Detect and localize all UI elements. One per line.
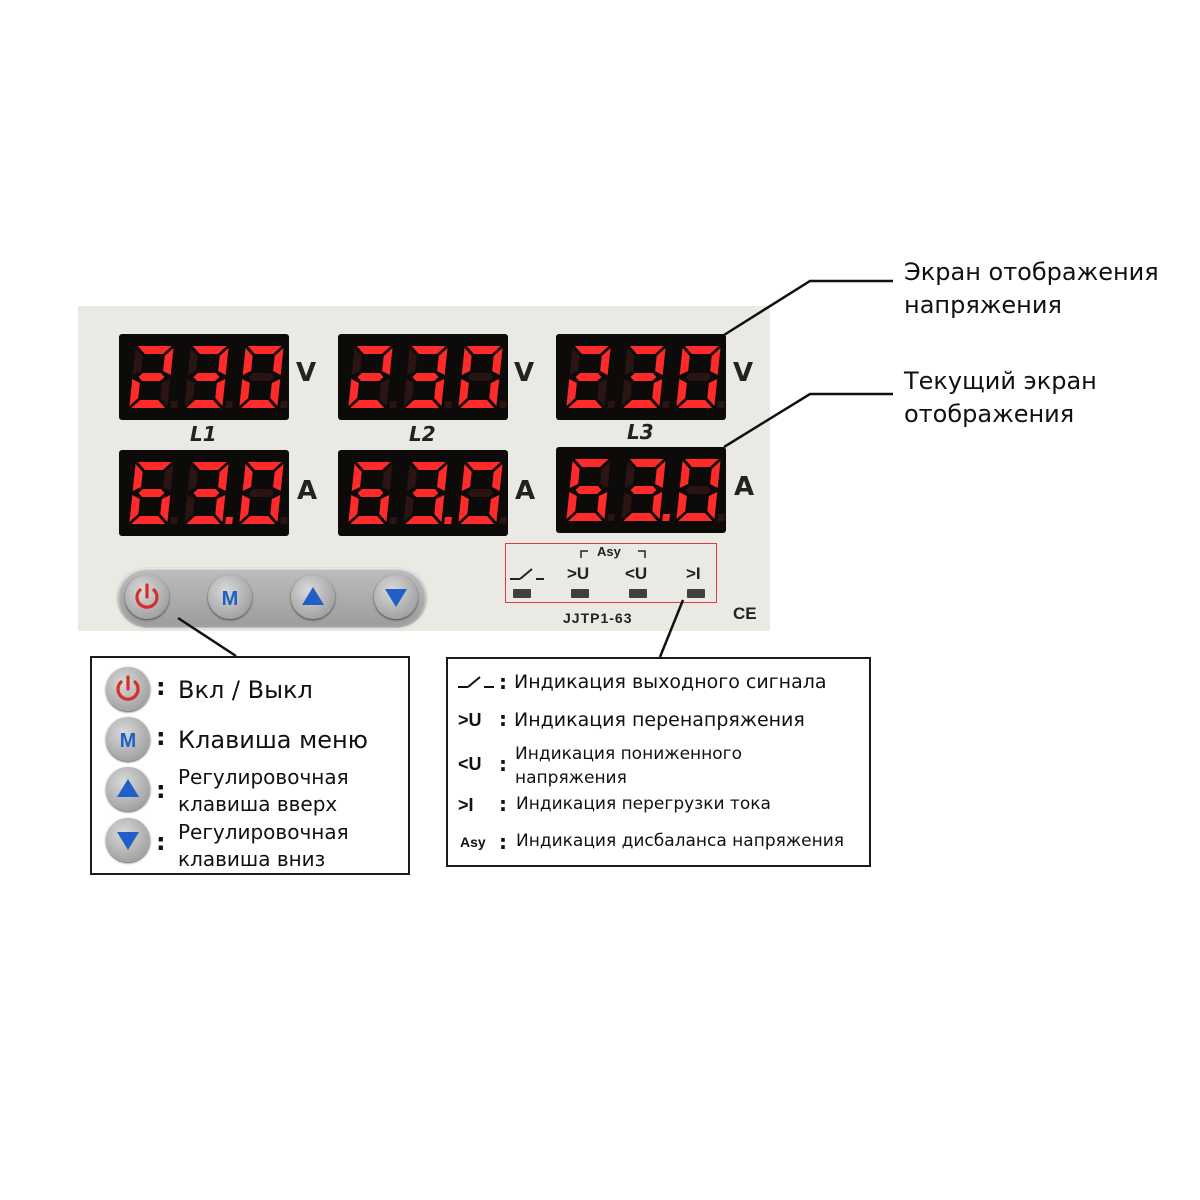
decimal-point bbox=[389, 517, 397, 524]
voltage-display-l1 bbox=[119, 334, 289, 420]
segment-f bbox=[407, 464, 418, 491]
segment-a bbox=[137, 462, 172, 470]
segment-c bbox=[706, 492, 717, 519]
legend-colon: : bbox=[499, 707, 507, 731]
phase-label-l1: L1 bbox=[190, 422, 217, 446]
asy-label: Asy bbox=[597, 544, 621, 559]
segment-c bbox=[378, 495, 389, 522]
segment-a bbox=[466, 462, 501, 470]
current-display-l2 bbox=[338, 450, 508, 536]
voltage-display-l3 bbox=[556, 334, 726, 420]
legend-under-symbol: <U bbox=[458, 754, 482, 774]
segment-c bbox=[214, 495, 225, 522]
legend-menu-icon bbox=[106, 717, 150, 761]
segment-a bbox=[411, 346, 446, 354]
segment-c bbox=[596, 379, 607, 406]
callout-current-line2: отображения bbox=[904, 400, 1075, 428]
segment-f bbox=[352, 348, 363, 375]
segment-a bbox=[356, 346, 391, 354]
segment-g bbox=[630, 373, 657, 381]
current-unit-l1: A bbox=[297, 476, 318, 506]
segment-c bbox=[159, 495, 170, 522]
legend-colon: : bbox=[499, 830, 507, 854]
legend-up-label bbox=[178, 764, 349, 818]
current-unit-l2: A bbox=[515, 476, 536, 506]
legend-over-label: Индикация перенапряжения bbox=[514, 709, 805, 731]
segment-f bbox=[133, 348, 144, 375]
legend-colon: : bbox=[156, 723, 166, 751]
legend-menu-label: Клавиша меню bbox=[178, 726, 368, 754]
legend-under-line1: Индикация пониженного bbox=[515, 744, 742, 764]
segment-c bbox=[433, 379, 444, 406]
decimal-point bbox=[717, 514, 725, 521]
segment-g bbox=[357, 373, 384, 381]
segment-a bbox=[247, 462, 282, 470]
decimal-point bbox=[225, 517, 233, 524]
segment-d bbox=[460, 516, 495, 524]
legend-up-line2: клавиша вверх bbox=[178, 792, 338, 816]
segment-f bbox=[188, 348, 199, 375]
decimal-point bbox=[444, 401, 452, 408]
legend-colon: : bbox=[156, 673, 166, 701]
segment-c bbox=[651, 492, 662, 519]
segment-c bbox=[159, 379, 170, 406]
decimal-point bbox=[280, 401, 288, 408]
led-under-voltage bbox=[629, 589, 647, 598]
legend-switch-icon bbox=[456, 674, 496, 692]
segment-f bbox=[243, 348, 254, 375]
segment-g bbox=[193, 489, 220, 497]
segment-g bbox=[685, 373, 712, 381]
voltage-unit-l3: V bbox=[733, 358, 754, 388]
segment-g bbox=[575, 373, 602, 381]
svg-text:M: M bbox=[221, 588, 239, 610]
current-display-l3 bbox=[556, 447, 726, 533]
power-button[interactable] bbox=[125, 575, 169, 619]
segment-g bbox=[412, 489, 439, 497]
legend-colon: : bbox=[499, 752, 507, 776]
callout-voltage-screen bbox=[904, 256, 1159, 322]
current-unit-l3: A bbox=[734, 472, 755, 502]
segment-d bbox=[405, 400, 440, 408]
segment-a bbox=[192, 346, 227, 354]
decimal-point bbox=[280, 517, 288, 524]
legend-colon: : bbox=[156, 776, 166, 804]
segment-g bbox=[248, 489, 275, 497]
segment-a bbox=[684, 346, 719, 354]
down-arrow-icon bbox=[374, 575, 418, 619]
decimal-point bbox=[389, 401, 397, 408]
segment-c bbox=[596, 492, 607, 519]
segment-f bbox=[570, 348, 581, 375]
segment-d bbox=[131, 516, 166, 524]
segment-d bbox=[678, 513, 713, 521]
segment-d bbox=[623, 513, 658, 521]
legend-up-line1: Регулировочная bbox=[178, 765, 349, 789]
menu-button[interactable] bbox=[208, 575, 252, 619]
segment-g bbox=[248, 373, 275, 381]
decimal-point bbox=[717, 401, 725, 408]
voltage-unit-l1: V bbox=[296, 358, 317, 388]
menu-icon bbox=[208, 575, 252, 619]
legend-output-label: Индикация выходного сигнала bbox=[514, 671, 827, 693]
segment-d bbox=[678, 400, 713, 408]
legend-asy-symbol: Asy bbox=[460, 834, 486, 850]
segment-a bbox=[629, 459, 664, 467]
segment-d bbox=[186, 400, 221, 408]
segment-g bbox=[412, 373, 439, 381]
decimal-point bbox=[607, 401, 615, 408]
segment-g bbox=[575, 486, 602, 494]
decimal-point bbox=[225, 401, 233, 408]
segment-d bbox=[186, 516, 221, 524]
legend-asy-label: Индикация дисбаланса напряжения bbox=[516, 831, 845, 851]
legend-colon: : bbox=[499, 670, 507, 694]
segment-f bbox=[462, 464, 473, 491]
voltage-unit-l2: V bbox=[514, 358, 535, 388]
decimal-point bbox=[662, 514, 670, 521]
segment-d bbox=[460, 400, 495, 408]
segment-a bbox=[684, 459, 719, 467]
segment-f bbox=[407, 348, 418, 375]
indicator-over-current: >I bbox=[686, 564, 701, 583]
segment-d bbox=[241, 400, 276, 408]
segment-c bbox=[433, 495, 444, 522]
up-button[interactable] bbox=[291, 575, 335, 619]
segment-c bbox=[269, 495, 280, 522]
segment-g bbox=[138, 373, 165, 381]
segment-a bbox=[247, 346, 282, 354]
decimal-point bbox=[170, 401, 178, 408]
segment-a bbox=[192, 462, 227, 470]
segment-d bbox=[568, 400, 603, 408]
segment-f bbox=[680, 461, 691, 488]
segment-c bbox=[488, 379, 499, 406]
led-over-current bbox=[687, 589, 705, 598]
legend-down-line1: Регулировочная bbox=[178, 820, 349, 844]
segment-f bbox=[352, 464, 363, 491]
legend-down-arrow-icon bbox=[106, 818, 150, 862]
segment-g bbox=[193, 373, 220, 381]
segment-d bbox=[350, 516, 385, 524]
segment-g bbox=[685, 486, 712, 494]
indicator-under-voltage: <U bbox=[625, 564, 648, 583]
segment-d bbox=[131, 400, 166, 408]
segment-a bbox=[411, 462, 446, 470]
segment-f bbox=[133, 464, 144, 491]
power-icon bbox=[125, 575, 169, 619]
decimal-point bbox=[607, 514, 615, 521]
voltage-display-l2 bbox=[338, 334, 508, 420]
callout-current-line1: Текущий экран bbox=[904, 367, 1097, 395]
down-button[interactable] bbox=[374, 575, 418, 619]
decimal-point bbox=[662, 401, 670, 408]
legend-up-arrow-icon bbox=[106, 767, 150, 811]
legend-overcurrent-label: Индикация перегрузки тока bbox=[516, 794, 771, 814]
segment-c bbox=[214, 379, 225, 406]
model-label: JJTP1-63 bbox=[563, 610, 633, 626]
legend-overcurrent-symbol: >I bbox=[458, 795, 474, 815]
segment-a bbox=[137, 346, 172, 354]
segment-d bbox=[241, 516, 276, 524]
legend-under-line2: напряжения bbox=[515, 768, 627, 788]
indicator-over-voltage: >U bbox=[567, 564, 590, 583]
callout-voltage-line1: Экран отображения bbox=[904, 258, 1159, 286]
legend-down-label bbox=[178, 819, 349, 873]
led-output bbox=[513, 589, 531, 598]
segment-a bbox=[466, 346, 501, 354]
phase-label-l2: L2 bbox=[409, 422, 436, 446]
segment-d bbox=[405, 516, 440, 524]
decimal-point bbox=[170, 517, 178, 524]
segment-f bbox=[243, 464, 254, 491]
phase-label-l3: L3 bbox=[627, 420, 654, 444]
legend-down-line2: клавиша вниз bbox=[178, 847, 326, 871]
callout-current-screen bbox=[904, 365, 1097, 431]
segment-f bbox=[188, 464, 199, 491]
segment-g bbox=[138, 489, 165, 497]
segment-g bbox=[467, 489, 494, 497]
segment-c bbox=[651, 379, 662, 406]
segment-a bbox=[629, 346, 664, 354]
segment-g bbox=[630, 486, 657, 494]
svg-text:M: M bbox=[119, 730, 137, 752]
callout-voltage-line2: напряжения bbox=[904, 291, 1062, 319]
segment-d bbox=[350, 400, 385, 408]
segment-d bbox=[623, 400, 658, 408]
legend-colon: : bbox=[156, 828, 166, 856]
current-display-l1 bbox=[119, 450, 289, 536]
segment-a bbox=[574, 346, 609, 354]
decimal-point bbox=[444, 517, 452, 524]
segment-g bbox=[467, 373, 494, 381]
decimal-point bbox=[499, 517, 507, 524]
legend-power-icon bbox=[106, 667, 150, 711]
legend-under-label bbox=[515, 742, 742, 790]
segment-g bbox=[357, 489, 384, 497]
segment-c bbox=[378, 379, 389, 406]
segment-f bbox=[680, 348, 691, 375]
legend-power-label: Вкл / Выкл bbox=[178, 676, 313, 704]
segment-c bbox=[488, 495, 499, 522]
segment-a bbox=[356, 462, 391, 470]
up-arrow-icon bbox=[291, 575, 335, 619]
segment-c bbox=[706, 379, 717, 406]
legend-colon: : bbox=[499, 792, 507, 816]
segment-f bbox=[462, 348, 473, 375]
segment-d bbox=[568, 513, 603, 521]
segment-f bbox=[625, 461, 636, 488]
ce-mark: CE bbox=[733, 604, 757, 623]
segment-c bbox=[269, 379, 280, 406]
segment-f bbox=[625, 348, 636, 375]
segment-a bbox=[574, 459, 609, 467]
switch-icon bbox=[508, 565, 546, 585]
led-over-voltage bbox=[571, 589, 589, 598]
legend-over-symbol: >U bbox=[458, 710, 482, 730]
decimal-point bbox=[499, 401, 507, 408]
segment-f bbox=[570, 461, 581, 488]
